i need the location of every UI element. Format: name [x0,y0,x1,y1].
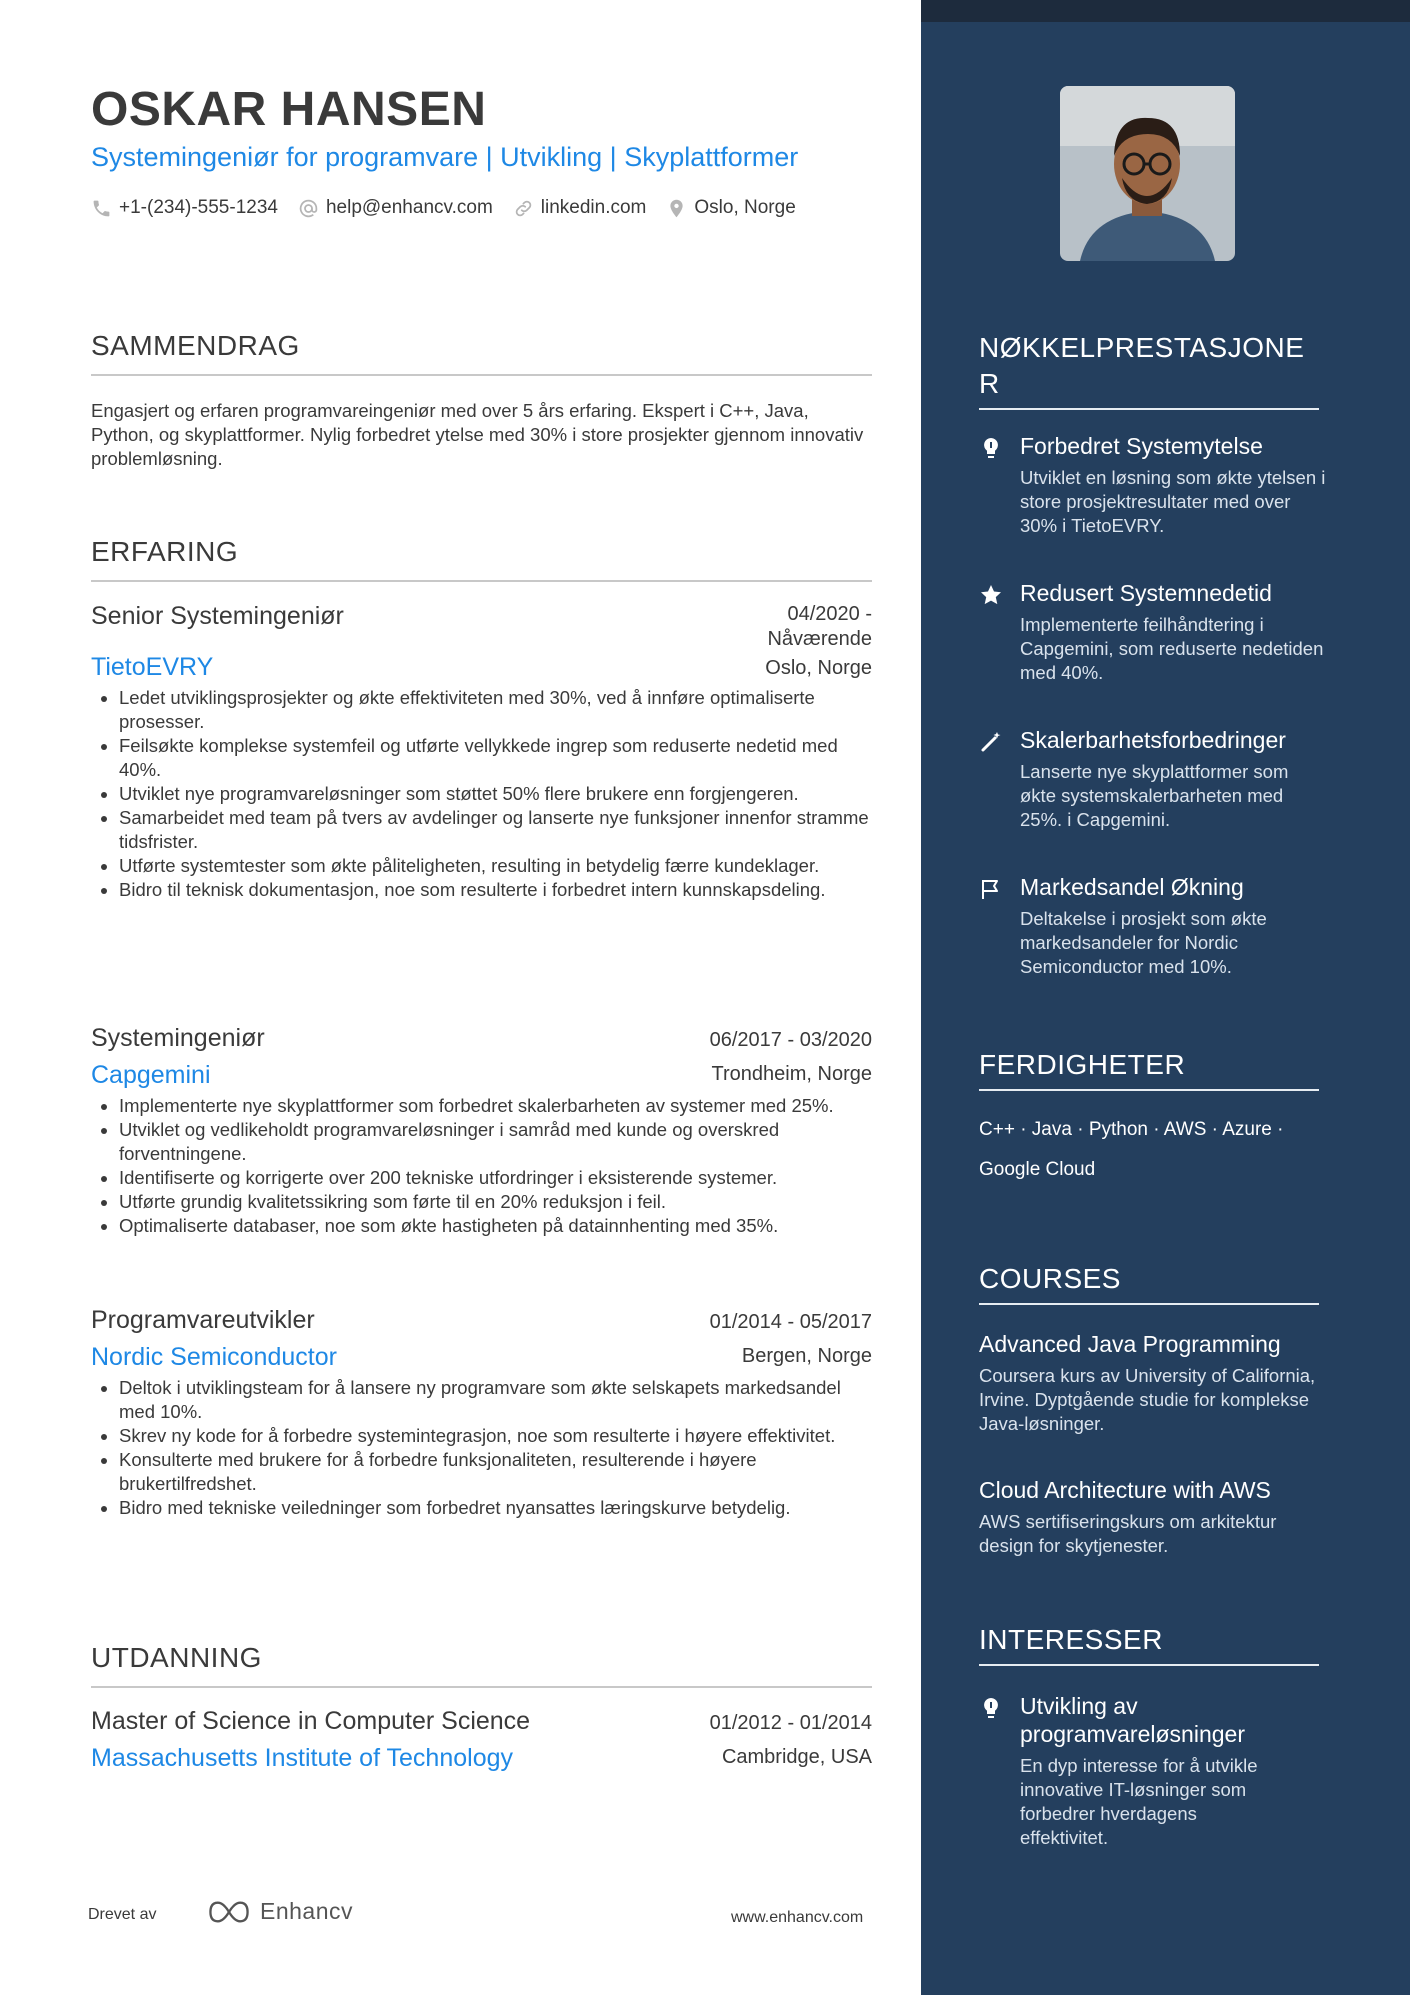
job-title: Programvareutvikler [91,1306,315,1334]
interests-section [979,1622,1319,1666]
profile-photo [1060,86,1235,261]
course-title: Cloud Architecture with AWS [979,1477,1271,1503]
contact-linkedin[interactable] [513,197,647,219]
contact-row [91,197,816,219]
contact-location [666,197,795,219]
interest-title: Utvikling av programvareløsninger [1020,1693,1245,1747]
job-entry [91,1306,872,1520]
achievement-desc: Lanserte nye skyplattformer som økte systemskalerbarheten med 25%. i Capgemini. [1020,761,1289,830]
footer-logo[interactable] [206,1898,353,1925]
footer-url[interactable]: www.enhancv.com [731,1909,864,1926]
list-item: • Utviklet nye programvareløsninger som støttet 50% flere brukere enn forgjengeren. [119,782,872,806]
job-location: Bergen, Norge [741,1345,872,1367]
experience-heading: ERFARING [91,536,872,582]
course-desc: AWS sertifiseringskurs om arkitektur design for skytjenester. [979,1511,1277,1556]
list-item: • Utviklet og vedlikeholdt programvareløsninger i samråd med kunde og overskred forventningene. [119,1118,872,1166]
list-item: • Optimaliserte databaser, noe som økte hastigheten på datainnhenting med 35%. [119,1214,872,1238]
star-icon [979,583,1003,607]
contact-email-text: help@enhancv.com [325,197,493,218]
interest-item [979,1692,1329,1850]
job-date [767,602,872,652]
course-item [979,1476,1329,1558]
list-item: • Utførte systemtester som økte påliteligheten, resulting in betydelig færre kundeklager. [119,854,872,878]
list-item: • Ledet utviklingsprosjekter og økte effektiviteten med 30%, ved å innføre optimaliserte prosesser. [119,686,872,734]
candidate-name: OSKAR HANSEN [91,83,487,136]
courses-heading: COURSES [979,1261,1319,1305]
job-date: 01/2014 - 05/2017 [709,1311,872,1333]
course-desc: Coursera kurs av University of California, Irvine. Dyptgående studie for komplekse Java-løsninger. [979,1365,1316,1434]
interests-heading: INTERESSER [979,1622,1319,1666]
courses-section [979,1261,1319,1305]
enhancv-logo-icon [206,1899,252,1925]
list-item: • Utførte grundig kvalitetssikring som førte til en 20% reduksjon i feil. [119,1190,872,1214]
list-item: • Implementerte nye skyplattformer som forbedret skalerbarheten av systemer med 25%. [119,1094,872,1118]
candidate-headline: Systemingeniør for programvare | Utvikling | Skyplattformer [91,142,799,172]
skills-heading: FERDIGHETER [979,1047,1319,1091]
at-icon [298,198,319,219]
job-date: 06/2017 - 03/2020 [709,1029,872,1051]
course-title: Advanced Java Programming [979,1331,1281,1357]
contact-location-text: Oslo, Norge [694,197,796,218]
achievement-desc: Deltakelse i prosjekt som økte markedsandeler for Nordic Semiconductor med 10%. [1020,908,1267,977]
contact-linkedin-text: linkedin.com [540,197,647,218]
education-location: Cambridge, USA [721,1746,872,1768]
list-item: • Skrev ny kode for å forbedre systemintegrasjon, noe som resulterte i høyere effektivitet. [119,1424,872,1448]
achievement-item [979,726,1329,832]
location-icon [666,198,687,219]
education-entry [91,1707,872,1773]
achievement-desc: Implementerte feilhåndtering i Capgemini, som reduserte nedetiden med 40%. [1020,614,1324,683]
job-date-end: Nåværende [767,628,872,650]
achievement-title: Markedsandel Økning [1020,874,1244,900]
achievement-desc: Utviklet en løsning som økte ytelsen i store prosjektresultater med over 30% i TietoEVRY. [1020,467,1326,536]
course-item [979,1330,1329,1436]
footer-powered-by: Drevet av [88,1906,157,1923]
interest-desc: En dyp interesse for å utvikle innovative IT-løsninger som forbedrer hverdagens effektivitet. [1020,1755,1258,1848]
education-school: Massachusetts Institute of Technology [91,1744,513,1772]
job-bullets [91,1094,872,1238]
lightbulb-icon [979,436,1003,460]
lightbulb-icon [979,1696,1003,1720]
flag-icon [979,877,1003,901]
list-item: • Konsulterte med brukere for å forbedre funksjonaliteten, resulterende i høyere brukertilfredshet. [119,1448,872,1496]
achievement-title: Skalerbarhetsforbedringer [1020,727,1286,753]
job-location: Trondheim, Norge [711,1063,872,1085]
contact-phone-text: +1-(234)-555-1234 [119,197,278,218]
job-location: Oslo, Norge [765,657,872,679]
link-icon [513,198,534,219]
job-bullets [91,1376,872,1520]
job-company: Nordic Semiconductor [91,1343,337,1371]
education-degree: Master of Science in Computer Science [91,1707,531,1735]
list-item: • Identifiserte og korrigerte over 200 tekniske utfordringer i eksisterende systemer. [119,1166,872,1190]
list-item: • Deltok i utviklingsteam for å lansere ny programvare som økte selskapets markedsandel med 10%. [119,1376,872,1424]
magic-wand-icon [979,730,1003,754]
education-heading: UTDANNING [91,1642,872,1688]
achievement-title: Redusert Systemnedetid [1020,580,1272,606]
skills-list [979,1110,1319,1190]
education-date: 01/2012 - 01/2014 [709,1712,872,1734]
contact-email[interactable] [298,197,493,219]
job-company: Capgemini [91,1061,211,1089]
job-entry [91,1024,872,1238]
achievement-item [979,432,1329,538]
job-title: Systemingeniør [91,1024,265,1052]
achievements-heading-line2: R [979,368,1000,399]
job-date-start: 04/2020 - [787,603,872,625]
skills-section [979,1047,1319,1091]
sidebar-top-strip [921,0,1410,22]
job-bullets [91,686,872,902]
achievements-section [979,330,1319,410]
list-item: • Feilsøkte komplekse systemfeil og utførte vellykkede ingrep som reduserte nedetid med 40%. [119,734,872,782]
achievement-title: Forbedret Systemytelse [1020,433,1263,459]
achievements-heading-line1: NØKKELPRESTASJONE [979,332,1305,363]
avatar [1060,86,1235,261]
job-company: TietoEVRY [91,653,214,681]
footer-brand: Enhancv [260,1898,354,1924]
skills-line: Google Cloud [979,1159,1096,1180]
job-entry [91,602,872,902]
job-title: Senior Systemingeniør [91,602,344,630]
list-item: • Bidro til teknisk dokumentasjon, noe som resulterte i forbedret intern kunnskapsdeling. [119,878,872,902]
summary-text: Engasjert og erfaren programvareingeniør med over 5 års erfaring. Ekspert i C++, Java, Python, og skyplattformer. Nylig forbedret ytelse med 30% i store prosjekter gjennom innovativ problemløsning. [91,400,864,469]
skills-line: C++ · Java · Python · AWS · Azure · [979,1119,1284,1140]
contact-phone[interactable] [91,197,278,219]
achievements-heading [979,330,1319,410]
list-item: • Samarbeidet med team på tvers av avdelinger og lanserte nye funksjoner innenfor stramme tidsfrister. [119,806,872,854]
achievement-item [979,579,1329,685]
list-item: • Bidro med tekniske veiledninger som forbedret nyansattes læringskurve betydelig. [119,1496,872,1520]
summary-heading: SAMMENDRAG [91,330,872,376]
achievement-item [979,873,1329,979]
phone-icon [91,198,112,219]
